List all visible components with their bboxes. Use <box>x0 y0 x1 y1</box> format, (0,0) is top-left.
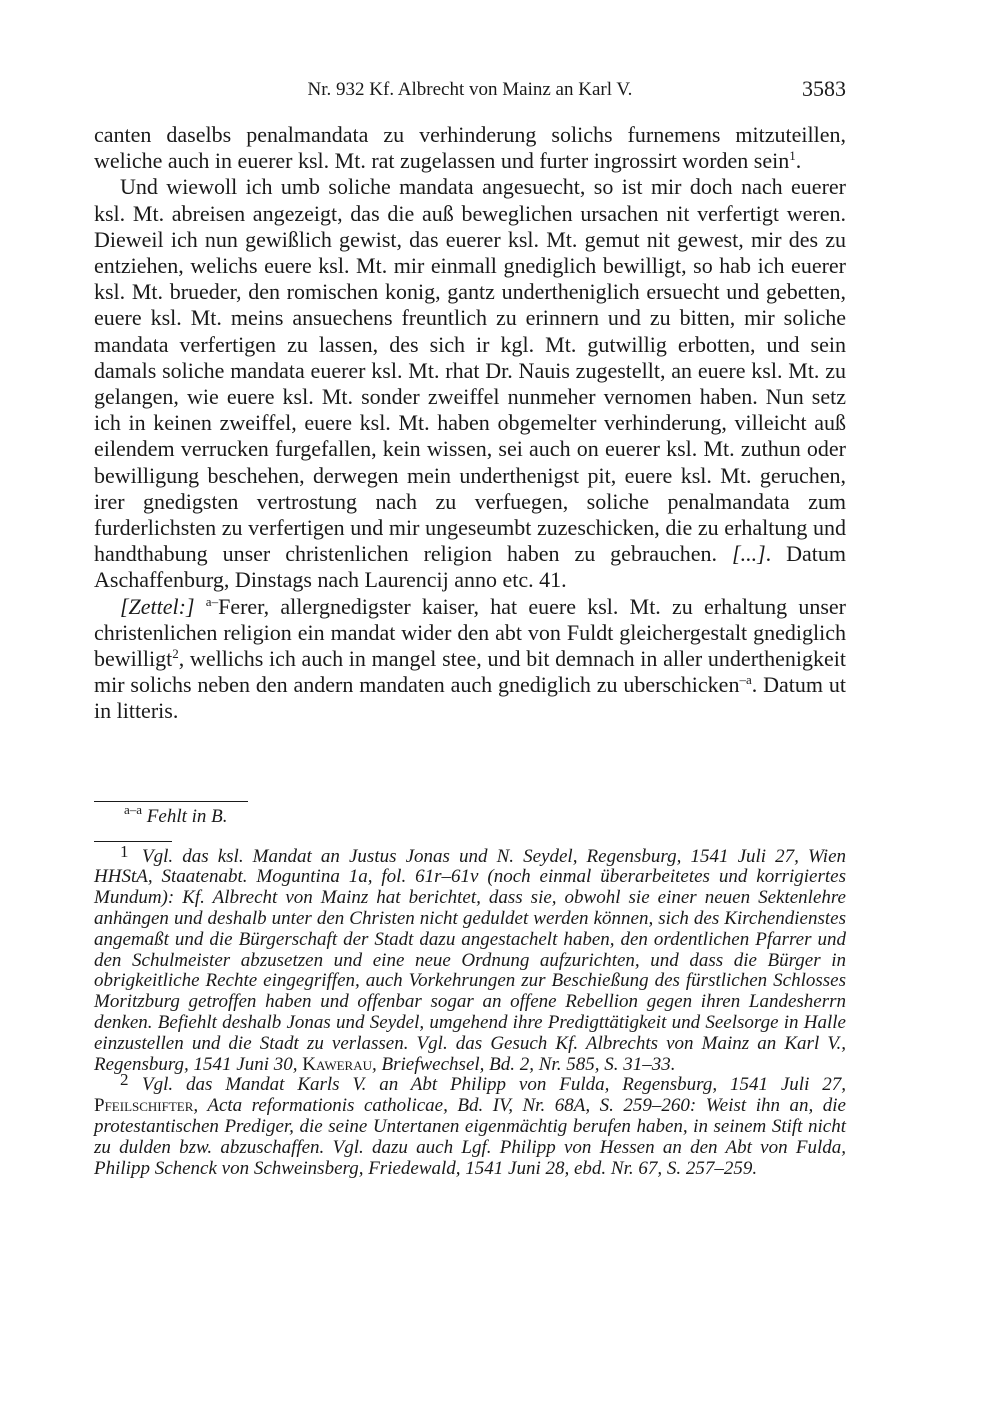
document-page <box>94 76 846 1179</box>
zettel-text-b: , wellichs ich auch in mangel stee, und bit demnach in aller underthenigkeit mir solichs neben den andern mandaten auch gnediglich zu uberschicken <box>94 646 846 698</box>
footnote-2-text-a: Vgl. das Mandat Karls V. an Abt Philipp von Fulda, Regensburg, 1541 Juli 27, <box>142 1074 846 1096</box>
paragraph-2-text: Und wiewoll ich umb soliche mandata angesuecht, so ist mir doch nach euerer ksl. Mt. abreisen angezeigt, das die auß beweglichen ursachen nit verfertigt weren. Dieweil ich nun gewißlich gewist, das euerer ksl. Mt. gemut nit gewest, mir des zu entziehen, welichs euere ksl. Mt. mir einmall gnediglich bewilligt, so hab ich euerer ksl. Mt. brueder, den romischen konig, gantz undertheniglich ersuecht und gebetten, euere ksl. Mt. meins ansuechens freuntlich zu erinnern und zu bitten, mir soliche mandata verfertigen zu lassen, des sich ir kgl. Mt. gutwillig erbotten, und sein damals soliche mandata euerer ksl. Mt. rhat Dr. Nauis zugestellt, an euere ksl. Mt. zu gelangen, wie euere ksl. Mt. sonder zweiffel nunmeher vernomen haben. Nun setz ich in keinen zweiffel, euere ksl. Mt. haben obgemelter verhinderung, villeicht auß eilendem verrucken furgefallen, kein wissen, sei auch on euerer ksl. Mt. zuthun oder bewilligung beschehen, derwegen mein underthenigst pit, euere ksl. Mt. geruchen, irer gnedigsten vertrostung nach zu verfuegen, soliche penalmandata zum furderlichsten zu verfertigen und mir ungeseumbt zuzeschicken, die zu erhaltung und handthabung unser christenlichen religion haben zu gebrauchen. <box>94 174 846 567</box>
footnote-1 <box>94 841 846 1076</box>
page-header <box>94 76 846 110</box>
footnote-1-text-a: Vgl. das ksl. Mandat an Justus Jonas und N. Seydel, Regensburg, 1541 Juli 27, Wien HHStA, Staatenabt. Moguntina 1a, fol. 61r–61v (noch einmal überarbeitetes und korrigiertes Mundum): Kf. Albrecht von Mainz hat berichtet, dass sie, obwohl sie einer neuen Sektenlehre anhängen und deshalb unter den Christen nicht geduldet werden können, sich des Kirchendienstes angemaßt und die Bürgerschaft der Stadt dazu angestachelt haben, den ordentlichen Pfarrer und den Schulmeister abzusetzen und eine neue Ordnung aufzurichten, und dass die Bürger in obrigkeitliche Rechte eingegriffen, auch Vorkehrungen zur Beschießung des fürstlichen Schlosses Moritzburg getroffen haben und offenbar sogar an offene Rebellion gegen ihren Landesherrn denken. Befiehlt deshalb Jonas und Seydel, umgehend ihre Predigttätigkeit und Seelsorge in Halle einzustellen und die Stadt zu verlassen. Vgl. das Gesuch Kf. Albrechts von Mainz an Karl V., Regensburg, 1541 Juni 30, <box>94 845 846 1075</box>
running-title: Nr. 932 Kf. Albrecht von Mainz an Karl V. <box>307 79 633 100</box>
paragraph-1 <box>94 122 846 174</box>
variant-note-mark: a–a <box>124 801 143 817</box>
footnote-1-author: Kawerau <box>302 1053 373 1075</box>
paragraph-1-end: . <box>795 148 802 174</box>
footnote-2-number: 2 <box>120 1070 129 1090</box>
variant-note <box>94 801 846 828</box>
footnote-1-number: 1 <box>120 841 129 861</box>
zettel-dating: . Datum ut in litteris. <box>94 672 846 724</box>
zettel-text-a: Ferer, allergnedigster kaiser, hat euere ksl. Mt. zu erhaltung unser christenlichen religion ein mandat wider den abt von Fuldt gleichergestalt gnediglich bewilligt <box>94 593 846 672</box>
main-text <box>94 122 846 725</box>
paragraph-2 <box>94 174 846 593</box>
omission-mark: [...] <box>732 541 766 567</box>
page-number: 3583 <box>802 76 846 101</box>
variant-mark-end: –a <box>739 672 752 688</box>
footnote-ref-2: 2 <box>172 646 179 662</box>
paragraph-2-dating: . Datum Aschaffenburg, Dinstags nach Laurencij anno etc. 41. <box>94 541 846 593</box>
paragraph-1-text: canten daselbs penalmandata zu verhinderung solichs furnemens mitzuteillen, weliche auch in euerer ksl. Mt. rat zugelassen und furter ingrossirt worden sein <box>94 122 846 174</box>
footnote-ref-1: 1 <box>789 148 796 164</box>
footnote-2 <box>94 1070 846 1179</box>
variant-apparatus-rule <box>94 801 248 802</box>
variant-mark-start: a– <box>205 593 219 609</box>
footnote-2-text-b: , Acta reformationis catholicae, Bd. IV, Nr. 68A, S. 259–260: Weist ihn an, die protestantischen Prediger, die seine Untertanen eigenmächtig berufen haben, in seinem Stift nicht zu dulden bzw. abzuschaffen. Vgl. dazu auch Lgf. Philipp von Hessen an den Abt von Fulda, Philipp Schenck von Schweinsberg, Friedewald, 1541 Juni 28, ebd. Nr. 67, S. 257–259. <box>94 1095 846 1179</box>
zettel-label: [Zettel:] <box>120 593 195 619</box>
footnotes <box>94 841 846 1180</box>
paragraph-zettel <box>94 594 846 725</box>
footnote-2-author: Pfeilschifter <box>94 1095 194 1117</box>
variant-note-text: Fehlt in B. <box>146 805 228 827</box>
footnote-1-text-b: , Briefwechsel, Bd. 2, Nr. 585, S. 31–33. <box>372 1053 676 1075</box>
